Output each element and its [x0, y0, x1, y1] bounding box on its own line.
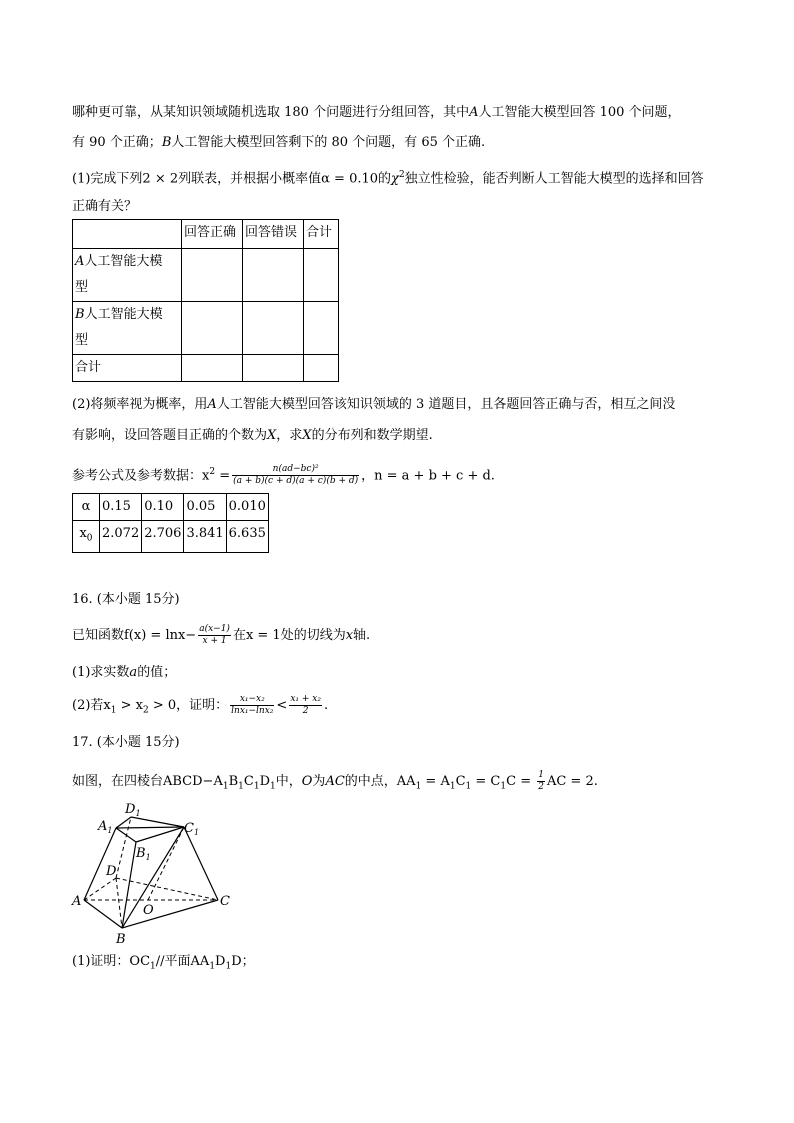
x0-value: 3.841: [184, 521, 226, 553]
q15-part2-line1: (2)将频率视为概率，用A人工智能大模型回答该知识领域的 3 道题目，且各题回答正确与否，相互之间没: [72, 397, 676, 412]
table-header-cell: [73, 220, 182, 249]
edge-A1D1: [116, 817, 131, 828]
x0-label: $x_0$: [73, 521, 100, 553]
answer-cell[interactable]: [182, 249, 243, 302]
table-header-cell: 回答错误: [243, 220, 304, 249]
answer-cell[interactable]: [243, 355, 304, 382]
alpha-label: α: [73, 494, 100, 521]
answer-cell[interactable]: [182, 302, 243, 355]
q15-intro-line2: 有 90 个正确；B人工智能大模型回答剩下的 80 个问题，有 65 个正确.: [72, 135, 486, 150]
answer-cell[interactable]: [243, 302, 304, 355]
answer-cell[interactable]: [182, 355, 243, 382]
edge-D1C1: [131, 817, 184, 827]
contingency-table: [72, 219, 339, 382]
edge-CC1: [184, 827, 218, 900]
label-C1: $C_1$: [184, 821, 200, 837]
q15-intro-line1: 哪种更可靠，从某知识领域随机选取 180 个问题进行分组回答，其中A人工智能大模型回答 100 个问题，: [72, 105, 681, 120]
x0-value: 2.706: [142, 521, 184, 553]
q16-fraction-left: $\frac{\text{x₁−x₂}}{\text{lnx₁−lnx₂}}$: [231, 694, 274, 716]
q16-fraction: $\frac{a(x-1)}{x + 1}$: [199, 624, 230, 646]
label-C: C: [220, 894, 230, 909]
label-B: B: [116, 932, 126, 947]
q15-part1-line1: (1)完成下列2 × 2列联表，并根据小概率值α = 0.10的$\chi^2$独立性检验，能否判断人工智能大模型的选择和回答: [72, 170, 704, 187]
label-D1: $D_1$: [125, 802, 141, 818]
table-row: [73, 355, 339, 382]
table-header-row: [73, 220, 339, 249]
alpha-value: 0.10: [142, 494, 184, 521]
alpha-value: 0.15: [100, 494, 142, 521]
answer-cell[interactable]: [304, 302, 339, 355]
q16-header: 16. (本小题 15分): [72, 592, 180, 607]
table-row: [73, 302, 339, 355]
edge-A1B1: [116, 828, 136, 842]
q16-fraction-right: $\frac{\text{x₁ + x₂}}{2}$: [290, 694, 321, 716]
frustum-figure: [70, 798, 240, 948]
answer-cell[interactable]: [304, 249, 339, 302]
alpha-value: 0.05: [184, 494, 226, 521]
table-header-cell: 合计: [304, 220, 339, 249]
alpha-value: 0.010: [226, 494, 268, 521]
edge-DC-hidden: [116, 878, 218, 900]
table-row: [73, 249, 339, 302]
table-header-cell: 回答正确: [182, 220, 243, 249]
label-D: D: [106, 864, 117, 879]
x0-value: 6.635: [226, 521, 268, 553]
chi-square-fraction: $\frac{\text{n(ad−bc)²}}{(a + b)(c + d)(a + c)(b + d)}$: [233, 464, 359, 487]
q16-part2: (2)若$x_1 > x_2 > 0$，证明： $\frac{\text{x₁−x₂}}{\text{lnx₁−lnx₂}}$ < $\frac{\text{x₁ + x₂}}{2}$ .: [72, 694, 329, 716]
label-A1: $A_1$: [98, 819, 113, 835]
row-label-cell: B人工智能大模 型: [73, 302, 182, 355]
row-label-cell: 合计: [73, 355, 182, 382]
critical-value-table: [72, 493, 269, 553]
q17-part1: (1)证明：$OC_1//$平面$AA_1D_1D$；: [72, 954, 255, 972]
q16-part1: (1)求实数a的值；: [72, 665, 177, 680]
row-label-cell: A人工智能大模 型: [73, 249, 182, 302]
x0-value: 2.072: [100, 521, 142, 553]
q17-header: 17. (本小题 15分): [72, 735, 180, 750]
label-O: O: [143, 903, 154, 918]
table-row: [73, 521, 269, 553]
q16-statement: 已知函数f(x) = lnx− $\frac{a(x-1)}{x + 1}$ 在x = 1处的切线为x轴.: [72, 624, 371, 646]
reference-formula: 参考公式及参考数据：$x^2$ = $\frac{\text{n(ad−bc)²}}{(a + b)(c + d)(a + c)(b + d)}$ ，n = a + b + c + d.: [72, 464, 495, 487]
edge-AB: [84, 900, 122, 928]
q17-half-fraction: $\frac{1}{2}$: [538, 770, 544, 792]
label-A: A: [72, 894, 82, 909]
table-row: [73, 494, 269, 521]
diag-BD-hidden: [116, 878, 122, 928]
answer-cell[interactable]: [304, 355, 339, 382]
q15-part1-line2: 正确有关？: [72, 199, 138, 214]
q15-part2-line2: 有影响，设回答题目正确的个数为X，求X的分布列和数学期望.: [72, 428, 433, 443]
q17-statement: 如图，在四棱台$ABCD-A_1B_1C_1D_1$中，O为AC的中点，$AA_1 = A_1C_1 = C_1C$ = $\frac{1}{2}$ AC = 2.: [72, 770, 598, 792]
answer-cell[interactable]: [243, 249, 304, 302]
diag-A1C1: [116, 827, 184, 828]
label-B1: $B_1$: [136, 846, 151, 862]
edge-BB1: [122, 842, 136, 928]
